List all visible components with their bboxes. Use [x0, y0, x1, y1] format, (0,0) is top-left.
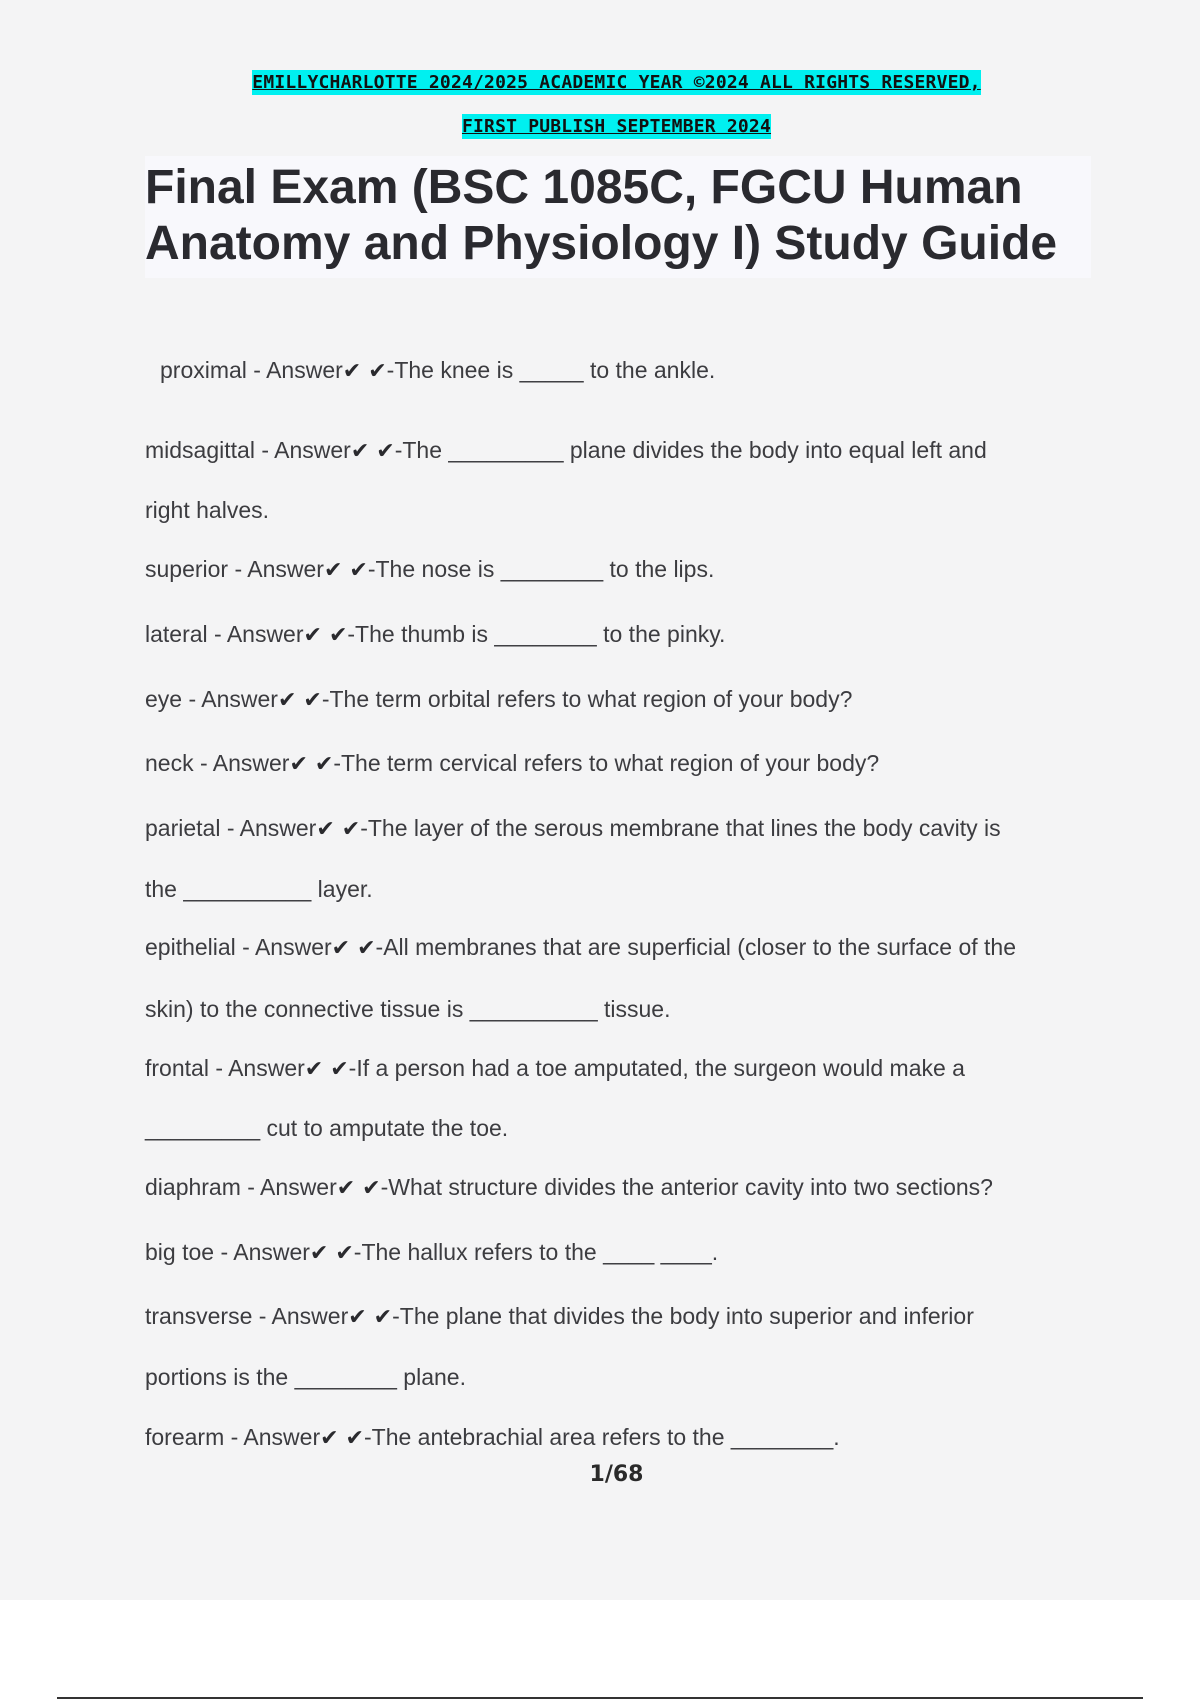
question-text: -The nose is ________ to the lips.	[367, 556, 715, 582]
question-text: -The term cervical refers to what region of your body?	[333, 750, 880, 776]
checkmark-icon: ✔ ✔	[342, 359, 387, 384]
checkmark-icon: ✔ ✔	[303, 623, 348, 648]
checkmark-icon: ✔ ✔	[350, 439, 395, 464]
checkmark-icon: ✔ ✔	[336, 1176, 381, 1201]
answer-term: proximal - Answer	[160, 357, 343, 383]
checkmark-icon: ✔ ✔	[348, 1305, 393, 1330]
answer-term: parietal - Answer	[145, 815, 317, 841]
checkmark-icon: ✔ ✔	[323, 558, 368, 583]
qa-continuation: skin) to the connective tissue is __________ tissue.	[145, 996, 671, 1022]
qa-item	[145, 1422, 840, 1454]
qa-continuation: the __________ layer.	[145, 876, 373, 902]
answer-term: epithelial - Answer	[145, 934, 332, 960]
qa-item	[145, 1301, 974, 1333]
qa-continuation: portions is the ________ plane.	[145, 1364, 466, 1390]
answer-term: neck - Answer	[145, 750, 290, 776]
answer-term: frontal - Answer	[145, 1055, 305, 1081]
qa-continuation: _________ cut to amputate the toe.	[145, 1115, 509, 1141]
checkmark-icon: ✔ ✔	[316, 817, 361, 842]
question-text: -The antebrachial area refers to the ________.	[363, 1424, 840, 1450]
checkmark-icon: ✔ ✔	[309, 1241, 354, 1266]
qa-item	[145, 748, 879, 780]
question-text: -All membranes that are superficial (closer to the surface of the	[375, 934, 1016, 960]
copyright-header	[0, 70, 1200, 139]
copyright-line: EMILLYCHARLOTTE 2024/2025 ACADEMIC YEAR ©2024 ALL RIGHTS RESERVED,	[252, 72, 981, 93]
question-text: -The knee is _____ to the ankle.	[386, 357, 716, 383]
qa-item	[145, 435, 987, 467]
qa-item	[160, 355, 715, 387]
checkmark-icon: ✔ ✔	[289, 752, 334, 777]
answer-term: transverse - Answer	[145, 1303, 349, 1329]
document-title	[145, 156, 1091, 278]
footer-divider	[57, 1697, 1143, 1699]
qa-item	[145, 1053, 965, 1085]
question-text: -The hallux refers to the ____ ____.	[353, 1239, 719, 1265]
question-text: -The plane that divides the body into superior and inferior	[392, 1303, 974, 1329]
checkmark-icon: ✔ ✔	[331, 936, 376, 961]
answer-term: superior - Answer	[145, 556, 324, 582]
question-text: -The _________ plane divides the body into equal left and	[394, 437, 987, 463]
title-line-1: Final Exam (BSC 1085C, FGCU Human	[145, 161, 1023, 214]
answer-term: eye - Answer	[145, 686, 278, 712]
qa-item	[145, 1237, 718, 1269]
question-text: -The term orbital refers to what region of your body?	[321, 686, 853, 712]
page-number: 1/68	[589, 1462, 644, 1487]
answer-term: diaphram - Answer	[145, 1174, 337, 1200]
publish-date-line: FIRST PUBLISH SEPTEMBER 2024	[461, 116, 772, 137]
question-text: -If a person had a toe amputated, the surgeon would make a	[348, 1055, 965, 1081]
answer-term: forearm - Answer	[145, 1424, 321, 1450]
qa-item	[145, 932, 1016, 964]
question-text: -What structure divides the anterior cavity into two sections?	[380, 1174, 993, 1200]
qa-item	[145, 1172, 993, 1204]
answer-term: big toe - Answer	[145, 1239, 310, 1265]
checkmark-icon: ✔ ✔	[304, 1057, 349, 1082]
qa-continuation: right halves.	[145, 497, 270, 523]
question-text: -The layer of the serous membrane that lines the body cavity is	[360, 815, 1001, 841]
checkmark-icon: ✔ ✔	[320, 1426, 364, 1451]
question-text: -The thumb is ________ to the pinky.	[347, 621, 726, 647]
qa-item	[145, 554, 714, 586]
title-line-2: Anatomy and Physiology I) Study Guide	[145, 217, 1058, 270]
qa-item	[145, 684, 852, 716]
checkmark-icon: ✔ ✔	[277, 688, 322, 713]
qa-item	[145, 619, 725, 651]
qa-item	[145, 813, 1001, 845]
answer-term: midsagittal - Answer	[145, 437, 351, 463]
answer-term: lateral - Answer	[145, 621, 304, 647]
